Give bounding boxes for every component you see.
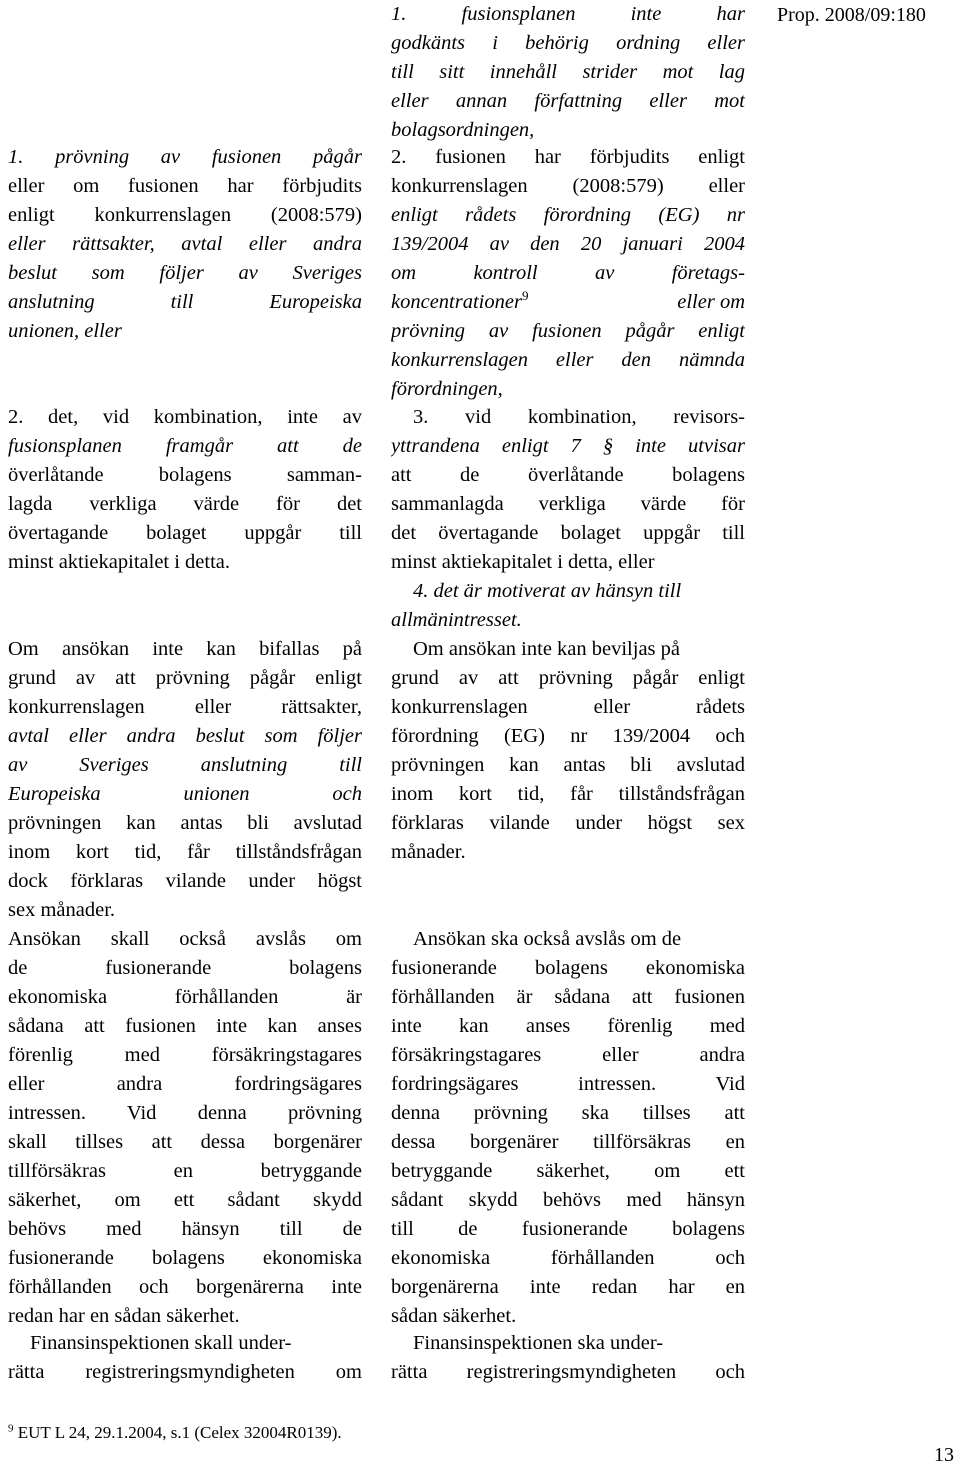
text-line: fusionsplanen framgår att de <box>8 435 362 457</box>
text-line: denna prövning ska tillses att <box>391 1102 745 1124</box>
text-line: Om ansökan inte kan bifallas på <box>8 638 362 660</box>
text-line: godkänts i behörig ordning eller <box>391 32 745 54</box>
text-line: lagda verkliga värde för det <box>8 493 362 515</box>
text-line: tillförsäkras en betryggande <box>8 1160 362 1182</box>
text-line: eller om fusionen har förbjudits <box>8 175 362 197</box>
text-line: till de fusionerande bolagens <box>391 1218 745 1240</box>
text-line: prövning av fusionen pågår enligt <box>391 320 745 342</box>
text-line: fordringsägares intressen. Vid <box>391 1073 745 1095</box>
text-line: förhållanden och borgenärerna inte <box>8 1276 362 1298</box>
text-line: ekonomiska förhållanden är <box>8 986 362 1008</box>
right-item-3 <box>391 403 745 577</box>
text-line: månader. <box>391 841 466 863</box>
text-line: Om ansökan inte kan beviljas på <box>413 638 681 660</box>
text-line: enligt konkurrenslagen (2008:579) <box>8 204 362 226</box>
text-line: inte kan anses förenlig med <box>391 1015 745 1037</box>
text-line: konkurrenslagen eller den nämnda <box>391 349 745 371</box>
text-line: 1. prövning av fusionen pågår <box>8 146 362 168</box>
text-line: inom kort tid, får tillståndsfrågan <box>8 841 362 863</box>
text-line: fusionerande bolagens ekonomiska <box>391 957 745 979</box>
left-paragraph-1 <box>8 635 362 925</box>
text-line: överlåtande bolagens samman- <box>8 464 362 486</box>
text-line: minst aktiekapitalet i detta, eller <box>391 551 655 573</box>
text-line: Ansökan ska också avslås om de <box>413 928 682 950</box>
text-line: grund av att prövning pågår enligt <box>391 667 745 689</box>
text-line: sådan säkerhet. <box>391 1305 517 1327</box>
left-paragraph-2 <box>8 925 362 1331</box>
text-line: avtal eller andra beslut som följer <box>8 725 362 747</box>
text-line: om kontroll av företags- <box>391 262 745 284</box>
text-line: 2. fusionen har förbjudits enligt <box>391 146 745 168</box>
text-line: Finansinspektionen skall under- <box>30 1332 292 1354</box>
text-line: 139/2004 av den 20 januari 2004 <box>391 233 745 255</box>
text-line: 4. det är motiverat av hänsyn till <box>413 580 682 602</box>
text-line: Europeiska unionen och <box>8 783 362 805</box>
text-line: 2. det, vid kombination, inte av <box>8 406 362 428</box>
footnote-number: 9 <box>8 1422 14 1435</box>
text-line: eller rättsakter, avtal eller andra <box>8 233 362 255</box>
text-line: konkurrenslagen (2008:579) eller <box>391 175 745 197</box>
text-line: försäkringstagares eller andra <box>391 1044 745 1066</box>
text-line: inom kort tid, får tillståndsfrågan <box>391 783 745 805</box>
right-paragraph-1 <box>391 635 745 867</box>
right-paragraph-3 <box>391 1329 745 1387</box>
text-line: konkurrenslagen eller rådets <box>391 696 745 718</box>
left-item-2 <box>8 403 362 577</box>
text-line: unionen, eller <box>8 320 122 342</box>
left-item-1 <box>8 143 362 346</box>
page-number: 13 <box>934 1444 954 1466</box>
text-line: eller andra fordringsägares <box>8 1073 362 1095</box>
text-line: bolagsordningen, <box>391 119 535 141</box>
text-line: minst aktiekapitalet i detta. <box>8 551 231 573</box>
text-line: prövningen kan antas bli avslutad <box>391 754 745 776</box>
text-line: att de överlåtande bolagens <box>391 464 745 486</box>
right-paragraph-2 <box>391 925 745 1331</box>
text-line: eller om <box>677 291 745 313</box>
text-line: säkerhet, om ett sådant skydd <box>8 1189 362 1211</box>
text-line: enligt rådets förordning (EG) nr <box>391 204 745 226</box>
text-line: rätta registreringsmyndigheten och <box>391 1361 745 1383</box>
footnote <box>8 1423 342 1443</box>
text-line: förordningen, <box>391 378 503 400</box>
text-line: Ansökan skall också avslås om <box>8 928 362 950</box>
footnote-reference[interactable]: 9 <box>521 288 529 304</box>
text-line: Finansinspektionen ska under- <box>413 1332 664 1354</box>
text-line: rätta registreringsmyndigheten om <box>8 1361 362 1383</box>
text-line: dock förklaras vilande under högst <box>8 870 362 892</box>
text-line: grund av att prövning pågår enligt <box>8 667 362 689</box>
text-line: betryggande säkerhet, om ett <box>391 1160 745 1182</box>
text-line: sådant skydd behövs med hänsyn <box>391 1189 745 1211</box>
text-line: de fusionerande bolagens <box>8 957 362 979</box>
text-line: skall tillses att dessa borgenärer <box>8 1131 362 1153</box>
text-line: av Sveriges anslutning till <box>8 754 362 776</box>
text-line: sammanlagda verkliga värde för <box>391 493 745 515</box>
text-line: till sitt innehåll strider mot lag <box>391 61 745 83</box>
text-line: beslut som följer av Sveriges <box>8 262 362 284</box>
text-line: 1. fusionsplanen inte har <box>391 3 745 25</box>
text-line: intressen. Vid denna prövning <box>8 1102 362 1124</box>
left-paragraph-3 <box>8 1329 362 1387</box>
text-line: förordning (EG) nr 139/2004 och <box>391 725 745 747</box>
right-item-2 <box>391 143 745 404</box>
text-line: sex månader. <box>8 899 116 921</box>
footnote-text: EUT L 24, 29.1.2004, s.1 (Celex 32004R0139). <box>13 1423 342 1442</box>
text-line: allmänintresset. <box>391 609 522 631</box>
text-line: ekonomiska förhållanden och <box>391 1247 745 1269</box>
text-line: eller annan författning eller mot <box>391 90 745 112</box>
text-line: prövningen kan antas bli avslutad <box>8 812 362 834</box>
text-line: dessa borgenärer tillförsäkras en <box>391 1131 745 1153</box>
proposition-number: Prop. 2008/09:180 <box>777 4 926 26</box>
text-line: förenlig med försäkringstagares <box>8 1044 362 1066</box>
text-line: fusionerande bolagens ekonomiska <box>8 1247 362 1269</box>
text-line: konkurrenslagen eller rättsakter, <box>8 696 362 718</box>
text-line: det övertagande bolaget uppgår till <box>391 522 745 544</box>
text-line: anslutning till Europeiska <box>8 291 362 313</box>
text-line: yttrandena enligt 7 § inte utvisar <box>391 435 745 457</box>
text-line: förhållanden är sådana att fusionen <box>391 986 745 1008</box>
text-line: övertagande bolaget uppgår till <box>8 522 362 544</box>
text-line: redan har en sådan säkerhet. <box>8 1305 240 1327</box>
text-line: borgenärerna inte redan har en <box>391 1276 745 1298</box>
text-line: sådana att fusionen inte kan anses <box>8 1015 362 1037</box>
right-item-4 <box>391 577 745 635</box>
text-line: behövs med hänsyn till de <box>8 1218 362 1240</box>
text-line: förklaras vilande under högst sex <box>391 812 745 834</box>
text-line: koncentrationer <box>391 291 522 313</box>
text-line: 3. vid kombination, revisors- <box>413 406 745 428</box>
right-item-1 <box>391 0 745 145</box>
